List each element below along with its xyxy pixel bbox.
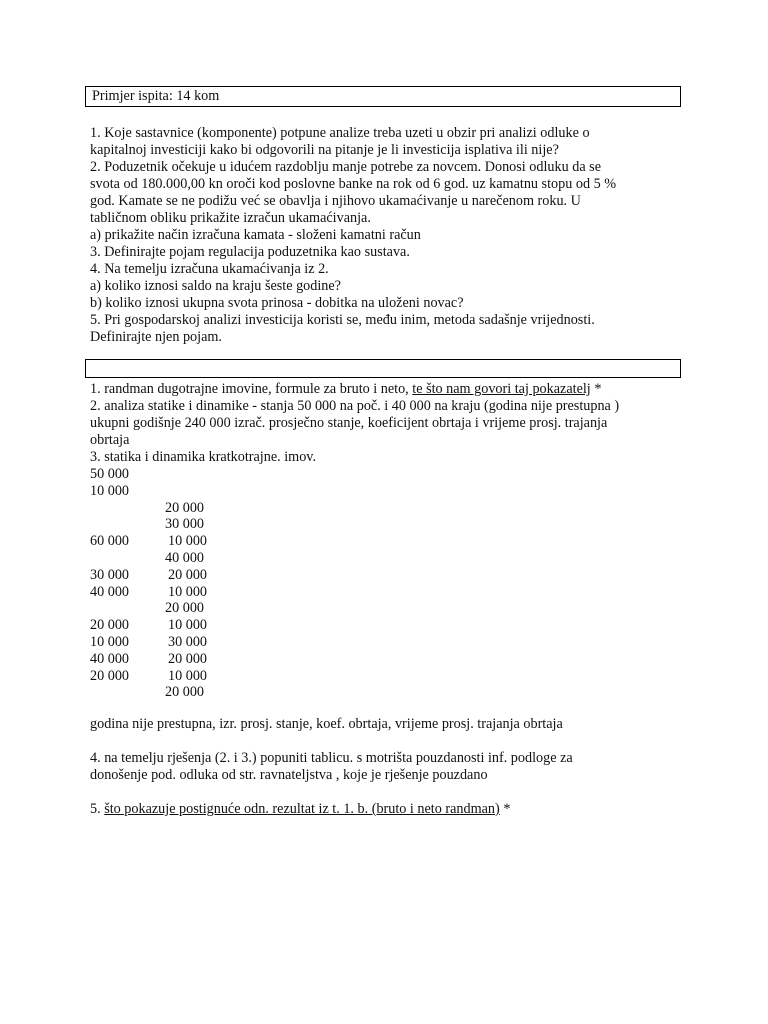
table-right-value: 20 000 (165, 600, 205, 616)
s2-q1-text: 1. randman dugotrajne imovine, formule za bruto i neto, (90, 381, 413, 397)
s2-q5-underlined: što pokazuje postignuće odn. rezultat iz t. 1. b. (bruto i neto randman) (104, 801, 500, 817)
table-right-value: 30 000 (168, 634, 208, 650)
table-right-value: 10 000 (168, 533, 208, 549)
s2-q5-tail: * (499, 801, 511, 817)
s1-line-11: b) koliko iznosi ukupna svota prinosa - dobitka na uloženi novac? (90, 295, 464, 311)
table-left-value: 30 000 (90, 567, 130, 583)
s2-q4-line-1: 4. na temelju rješenja (2. i 3.) popuniti tablicu. s motrišta pouzdanosti inf. podloge za (90, 750, 573, 766)
s2-q1-tail: * (590, 381, 602, 397)
table-right-value: 20 000 (168, 567, 208, 583)
s1-line-3: 2. Poduzetnik očekuje u idućem razdoblju manje potrebe za novcem. Donosi odluku da se (90, 159, 601, 175)
s2-note: godina nije prestupna, izr. prosj. stanje, koef. obrtaja, vrijeme prosj. trajanja obrtaja (90, 716, 563, 732)
table-right-value: 40 000 (165, 550, 205, 566)
table-right-value: 20 000 (165, 684, 205, 700)
s1-line-6: tabličnom obliku prikažite izračun ukamaćivanja. (90, 210, 371, 226)
table-left-value: 20 000 (90, 668, 130, 684)
s1-line-1: 1. Koje sastavnice (komponente) potpune analize treba uzeti u obzir pri analizi odluke o (90, 125, 590, 141)
table-right-value: 10 000 (168, 584, 208, 600)
s2-q4-line-2: donošenje pod. odluka od str. ravnateljstva , koje je rješenje pouzdano (90, 767, 488, 783)
s2-q5 (90, 801, 510, 818)
s2-q2-line-2: ukupni godišnje 240 000 izrač. prosječno stanje, koeficijent obrtaja i vrijeme prosj. trajanja (90, 415, 608, 431)
table-right-value: 20 000 (165, 500, 205, 516)
s2-q1 (90, 381, 601, 398)
exam-title: Primjer ispita: 14 kom (92, 88, 220, 104)
table-left-value: 20 000 (90, 617, 130, 633)
header-box-2 (85, 359, 681, 378)
s1-line-4: svota od 180.000,00 kn oroči kod poslovne banke na rok od 6 god. uz kamatnu stopu od 5 % (90, 176, 617, 192)
s2-q5-prefix: 5. (90, 801, 105, 817)
header-box-1 (85, 86, 681, 107)
table-right-value: 30 000 (165, 516, 205, 532)
s1-line-5: god. Kamate se ne podižu već se obavlja i njihovo ukamaćivanje u narečenom roku. U (90, 193, 581, 209)
table-left-value: 40 000 (90, 584, 130, 600)
table-right-value: 10 000 (168, 617, 208, 633)
table-left-value: 50 000 (90, 466, 130, 482)
s1-line-2: kapitalnoj investiciji kako bi odgovorili na pitanje je li investicija isplativa ili nije? (90, 142, 559, 158)
table-left-value: 10 000 (90, 483, 130, 499)
s1-line-10: a) koliko iznosi saldo na kraju šeste godine? (90, 278, 341, 294)
table-right-value: 20 000 (168, 651, 208, 667)
table-left-value: 60 000 (90, 533, 130, 549)
s1-line-13: Definirajte njen pojam. (90, 329, 222, 345)
table-left-value: 10 000 (90, 634, 130, 650)
table-left-value: 40 000 (90, 651, 130, 667)
s1-line-12: 5. Pri gospodarskoj analizi investicija koristi se, među inim, metoda sadašnje vrijednosti. (90, 312, 595, 328)
table-right-value: 10 000 (168, 668, 208, 684)
s2-q2-line-1: 2. analiza statike i dinamike - stanja 50 000 na poč. i 40 000 na kraju (godina nije prestupna ) (90, 398, 620, 414)
s2-q2-line-3: obrtaja (90, 432, 130, 448)
s1-line-9: 4. Na temelju izračuna ukamaćivanja iz 2. (90, 261, 329, 277)
s1-line-7: a) prikažite način izračuna kamata - složeni kamatni račun (90, 227, 421, 243)
s1-line-8: 3. Definirajte pojam regulacija poduzetnika kao sustava. (90, 244, 410, 260)
s2-q1-underlined: te što nam govori taj pokazatelj (412, 381, 591, 397)
s2-q3-title: 3. statika i dinamika kratkotrajne. imov. (90, 449, 317, 465)
